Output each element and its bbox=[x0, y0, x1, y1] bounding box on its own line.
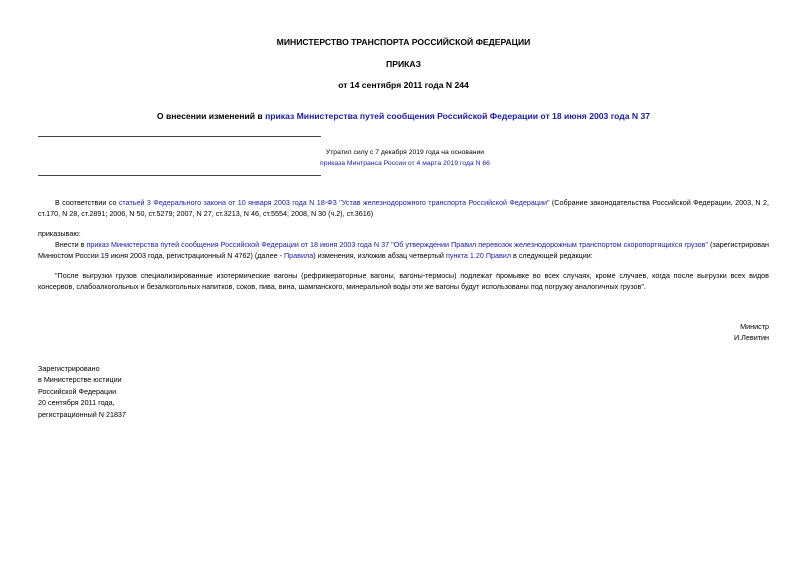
signatory-position: Министр bbox=[740, 322, 769, 331]
quoted-amendment: "После выгрузки грузов специализированные изотермические вагоны (рефрижераторные вагоны, вагоны-термосы) подлежат промывке во всех случаях, кроме случаев, когда после выгрузки всех видов консервов, слабоалкогольных и безалкогольных напитков, соков, пива, вина, шампанского, минеральной воды эти же вагоны будут использованы под погрузку аналогичных грузов". bbox=[38, 271, 769, 292]
mps-order-link[interactable]: приказ Министерства путей сообщения Российской Федерации от 18 июня 2003 года N 37 "Об утверждении Правил перевозок железнодорожным транспортом скоропортящихся грузов" bbox=[86, 240, 709, 249]
federal-law-link[interactable]: статьей 3 Федерального закона от 10 января 2003 года N 18-ФЗ "Устав железнодорожного транспорта Российской Федерации" bbox=[118, 198, 550, 207]
preamble-paragraph bbox=[38, 197, 769, 219]
body-text-3: ) изменения, изложив абзац четвертый bbox=[313, 251, 446, 261]
registration-line: 20 сентября 2011 года, bbox=[38, 398, 115, 408]
title-prefix: О внесении изменений в bbox=[156, 111, 266, 121]
status-note bbox=[300, 147, 510, 169]
body-paragraph bbox=[38, 239, 769, 261]
clause-link[interactable]: пункта 1.20 Правил bbox=[445, 251, 512, 261]
body-text-2: (зарегистрирован Минюстом России 19 июня 2003 года, регистрационный N 4762) (далее - bbox=[38, 240, 769, 261]
registration-line: Российской Федерации bbox=[38, 386, 117, 396]
signature-block bbox=[734, 321, 769, 343]
body-text-1: Внести в bbox=[55, 240, 87, 249]
document-title bbox=[0, 111, 807, 121]
document-type: ПРИКАЗ bbox=[386, 59, 421, 69]
body-text-4: в следующей редакции: bbox=[511, 251, 593, 261]
divider-bottom bbox=[38, 175, 321, 176]
status-repeal-link[interactable]: приказа Минтранса России от 4 марта 2019 года N 66 bbox=[320, 160, 490, 167]
signatory-name: И.Левитин bbox=[734, 333, 769, 342]
ministry-heading: МИНИСТЕРСТВО ТРАНСПОРТА РОССИЙСКОЙ ФЕДЕРАЦИИ bbox=[276, 37, 531, 47]
status-line: Утратил силу с 7 декабря 2019 года на основании bbox=[325, 149, 485, 156]
preamble-text-start: В соответствии со bbox=[55, 198, 119, 207]
rules-link[interactable]: Правила bbox=[284, 251, 314, 261]
divider-top bbox=[38, 136, 321, 137]
registration-block bbox=[38, 363, 126, 420]
document-date: от 14 сентября 2011 года N 244 bbox=[338, 80, 469, 90]
preamble-text-end: (Собрание законодательства Российской Федерации, 2003, N 2, ст.170, N 28, ст.2891; 2006, N 50, ст.5279; 2007, N 27, ст.3213, N 46, ст.5554; 2008, N 30 (ч.2), ст.3616) bbox=[38, 198, 769, 219]
registration-line: регистрационный N 21837 bbox=[38, 409, 126, 419]
registration-line: в Министерстве юстиции bbox=[38, 375, 122, 385]
title-order-link[interactable]: приказ Министерства путей сообщения Российской Федерации от 18 июня 2003 года N 37 bbox=[265, 111, 651, 121]
order-word: приказываю: bbox=[38, 229, 81, 238]
registration-line: Зарегистрировано bbox=[38, 364, 100, 373]
